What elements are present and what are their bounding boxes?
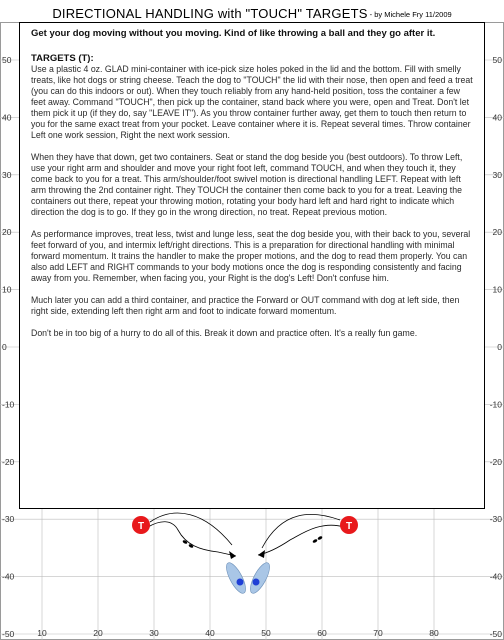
y-tick-label-left: -50 (2, 629, 15, 639)
y-tick-label-right: -30 (489, 514, 502, 525)
x-axis-labels (37, 628, 439, 638)
y-tick-label-right: 20 (492, 227, 502, 238)
page-title: DIRECTIONAL HANDLING with "TOUCH" TARGETS (52, 6, 368, 21)
x-tick-label: 20 (93, 628, 103, 638)
x-tick-label: 60 (317, 628, 327, 638)
arrowhead-left (229, 551, 236, 559)
arrowhead-right (258, 550, 265, 558)
y-tick-label-left: 0 (2, 342, 7, 352)
y-tick-label-left: -40 (2, 571, 15, 582)
targets-heading: TARGETS (T): (31, 53, 94, 64)
y-tick-label-right: 10 (492, 284, 502, 295)
target-right-label: T (345, 521, 353, 532)
page-header (0, 0, 504, 22)
paragraph-two-containers: When they have that down, get two containers. Seat or stand the dog beside you (best outdoors). To throw Left, use your right arm and shoulder and move your right foot left, command TOUCH, and when they touch it, they come back to you for a treat. This arm/shoulder/foot swivel motion is directional handling LEFT. Repeat with left arm throwing the 2nd container right. They TOUCH the container then come back to you for a treat. Leaving the containers out there, repeat your throwing motion, rotating your body hard left and hard right to indicate which direction the dog is to go. If they go in the wrong direction, no treat. Repeat previous motion. (31, 152, 463, 217)
y-tick-label-left: -20 (2, 456, 15, 467)
x-tick-label: 80 (429, 628, 439, 638)
target-left-label: T (137, 521, 145, 532)
y-tick-label-right: 0 (497, 342, 502, 352)
y-tick-label-left: 10 (2, 284, 12, 295)
y-tick-label-right: 50 (492, 55, 502, 65)
y-tick-label-right: 40 (492, 112, 502, 123)
paragraph-performance: As performance improves, treat less, twist and lunge less, seat the dog beside you, with their back to you, several feet forward of you, and intermix left/right directions. This is a preparation for directional handling with minimal forward momentum. It trains the handler to make the proper motions, and the dog to read them properly. You can also add LEFT and RIGHT commands to your body motions once the dog is responding consistently and facing away from you. Remember, when facing you, your Right is the dog's Left! Don't confuse him. (31, 229, 471, 283)
dog-left-icon (237, 579, 244, 586)
paragraph-closing: Don't be in too big of a hurry to do all of this. Break it down and practice often. It's a really fun game. (31, 328, 418, 338)
dog-path-right (258, 525, 344, 555)
y-tick-label-right: -20 (489, 456, 502, 467)
dog-path-left (148, 522, 236, 556)
y-tick-label-left: 20 (2, 227, 12, 238)
dog-right-icon (253, 579, 260, 586)
x-tick-label: 70 (373, 628, 383, 638)
paragraph-targets: Use a plastic 4 oz. GLAD mini-container with ice-pick size holes poked in the lid and the bottom. Fill with smelly treats, like hot dogs or string cheese. Teach the dog to "TOUCH" the lid with their nose, then open and feed a treat (you can do this indoors or out). When they touch reliably from any hand-held position, toss the container a few feet away. Command "TOUCH", then pick up the container, stand back where you were, open and Treat. Don't let them pick it up (if they do, say "LEAVE IT"). As you throw container further away, get them to touch then return to you for the same exact treat from your pocket. Leave container where it is. Repeat several times. Throw container Left one work session, Right the next work session. (31, 64, 473, 140)
y-tick-label-left: -30 (2, 514, 15, 525)
pawprints-right-icon (312, 535, 323, 543)
x-tick-label: 40 (205, 628, 215, 638)
y-tick-label-left: 30 (2, 169, 12, 180)
y-tick-label-left: 40 (2, 112, 12, 123)
y-tick-label-left: -10 (2, 399, 15, 410)
instructions-textbox (19, 22, 485, 509)
y-tick-label-right: 30 (492, 169, 502, 180)
target-right (340, 516, 358, 534)
dog-path-left-return (150, 513, 232, 545)
x-tick-label: 10 (37, 628, 47, 638)
y-tick-label-right: -40 (489, 571, 502, 582)
x-tick-label: 50 (261, 628, 271, 638)
x-tick-label: 30 (149, 628, 159, 638)
target-left (132, 516, 150, 534)
intro-lead: Get your dog moving without you moving. Kind of like throwing a ball and they go after it. (31, 28, 436, 39)
paragraph-third-container: Much later you can add a third container, and practice the Forward or OUT command with dog at left side, then right side, extending left then right arm and foot to indicate forward momentum. (31, 295, 460, 316)
y-tick-label-right: -50 (489, 629, 502, 639)
pawprints-left-icon (182, 539, 194, 548)
handler-left-arm (223, 560, 250, 596)
author-byline: - by Michele Fry 11/2009 (367, 10, 452, 19)
handling-diagram (132, 513, 358, 596)
y-tick-label-right: -10 (489, 399, 502, 410)
y-tick-label-left: 50 (2, 55, 12, 65)
handler-right-arm (247, 560, 274, 596)
